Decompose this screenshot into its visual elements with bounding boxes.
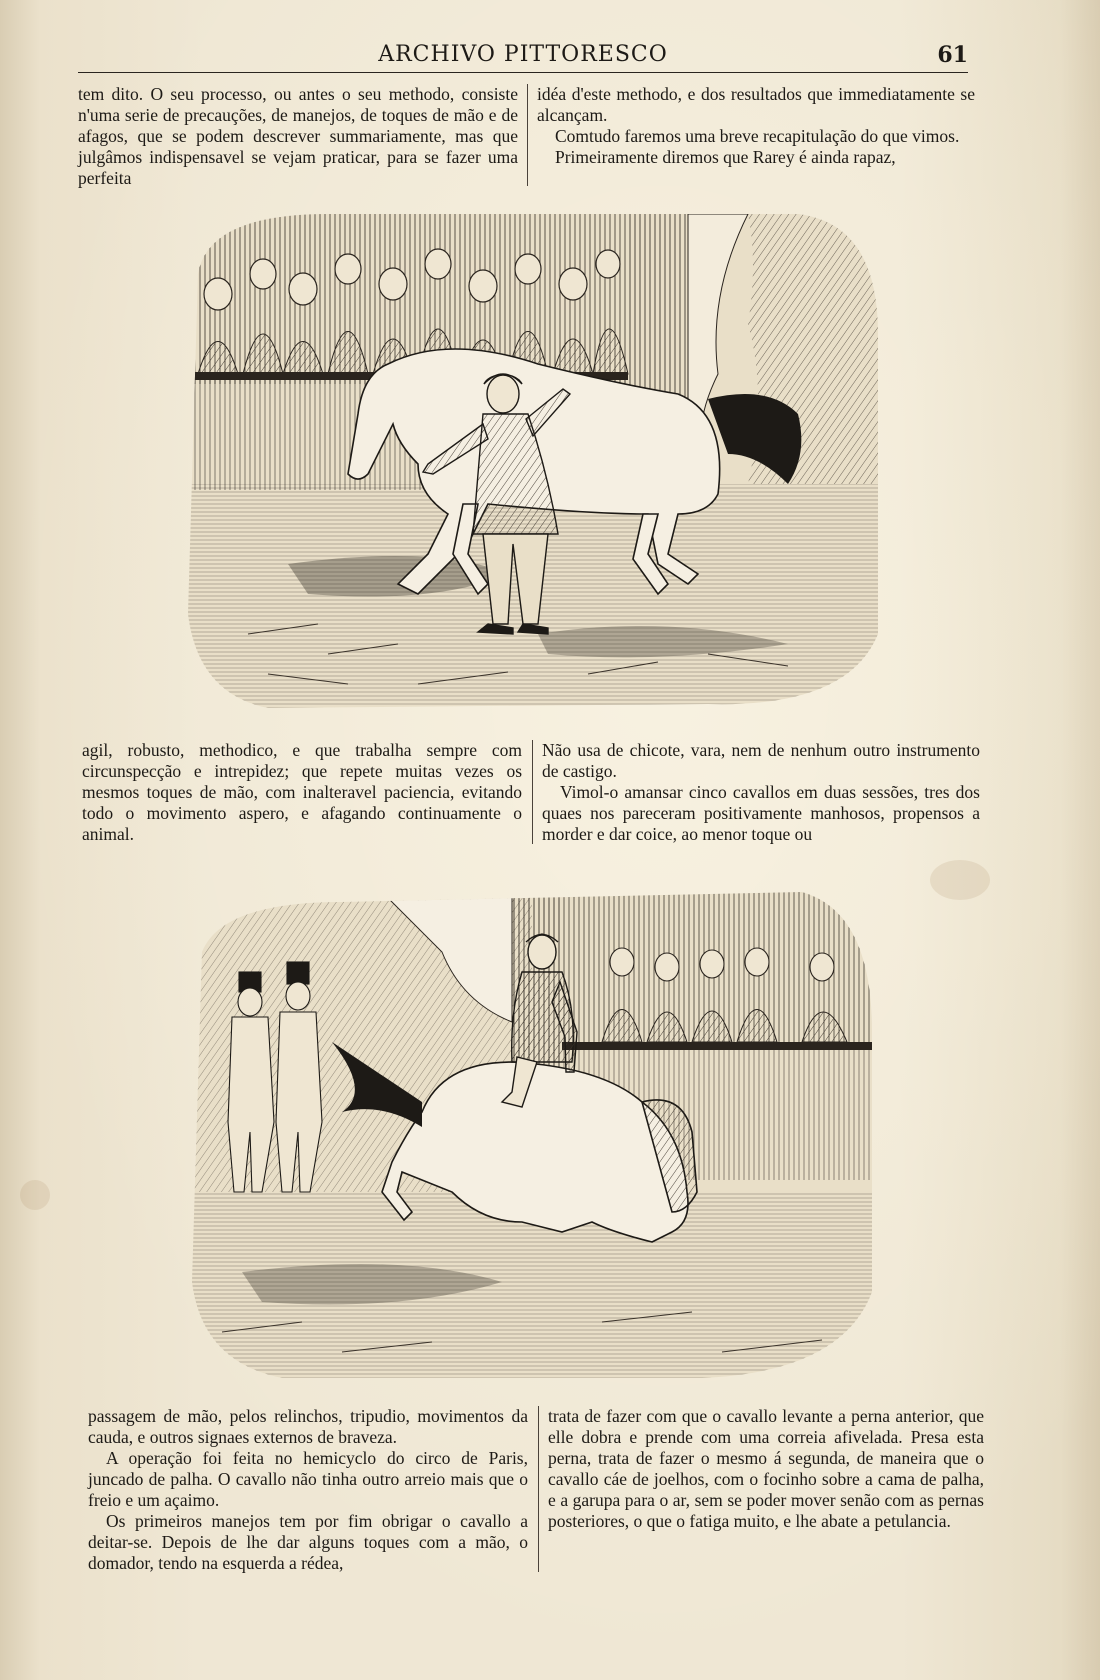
paragraph: idéa d'este methodo, e dos resultados que immediatamente se alcançam.	[537, 84, 975, 125]
engraving-illustration	[182, 892, 882, 1378]
column-rule	[532, 740, 533, 844]
paragraph: trata de fazer com que o cavallo levante a perna anterior, que elle dobra e prende com uma correia afivelada. Presa esta perna, trata de fazer o mesmo á segunda, de maneira que o cavallo cáe de joelhos, com o focinho sobre a cama de palha, e a garupa para o ar, sem se poder mover senão com as pernas posteriores, o que o fatiga muito, e lhe abate a petulancia.	[548, 1406, 984, 1531]
journal-title: ARCHIVO PITTORESCO	[378, 42, 668, 67]
paragraph: Os primeiros manejos tem por fim obrigar o cavallo a deitar-se. Depois de lhe dar alguns toques com a mão, o domador, tendo na esquerda a rédea,	[88, 1511, 528, 1573]
text-column-3-right	[548, 1406, 984, 1532]
paragraph: agil, robusto, methodico, e que trabalha sempre com circunspecção e intrepidez; que repete muitas vezes os mesmos toques de mão, com inalteravel paciencia, evitando todo o movimento aspero, e afagando continuamente o animal.	[82, 740, 522, 844]
text-column-2-right	[542, 740, 980, 845]
paragraph: Comtudo faremos uma breve recapitulação do que vimos.	[555, 126, 960, 146]
running-header	[78, 38, 968, 73]
paragraph: Vimol-o amansar cinco cavallos em duas sessões, tres dos quaes nos pareceram positivamente manhosos, propensos a morder e dar coice, ao menor toque ou	[542, 782, 980, 844]
paragraph: Primeiramente diremos que Rarey é ainda rapaz,	[555, 147, 896, 167]
paragraph: Não usa de chicote, vara, nem de nenhum outro instrumento de castigo.	[542, 740, 980, 781]
text-column-1-left	[78, 84, 518, 189]
page-number: 61	[937, 42, 968, 68]
text-column-2-left	[82, 740, 522, 845]
paper-stain	[20, 1180, 50, 1210]
engraving-illustration	[188, 214, 888, 708]
paragraph: A operação foi feita no hemicyclo do circo de Paris, juncado de palha. O cavallo não tinha outro arreio mais que o freio e um açaimo.	[88, 1448, 528, 1510]
paragraph: passagem de mão, pelos relinchos, tripudio, movimentos da cauda, e outros signaes externos de braveza.	[88, 1406, 528, 1447]
column-rule	[538, 1406, 539, 1572]
engraving-horse-kneeling	[182, 892, 882, 1378]
paper-stain	[930, 860, 990, 900]
engraving-horse-standing	[188, 214, 888, 708]
column-rule	[527, 84, 528, 186]
text-column-3-left	[88, 1406, 528, 1574]
paragraph: tem dito. O seu processo, ou antes o seu methodo, consiste n'uma serie de precauções, de manejos, de toques de mão e de afagos, que se podem descrever summariamente, mas que julgâmos indispensavel se vejam praticar, para se fazer uma perfeita	[78, 84, 518, 188]
text-column-1-right	[537, 84, 975, 168]
